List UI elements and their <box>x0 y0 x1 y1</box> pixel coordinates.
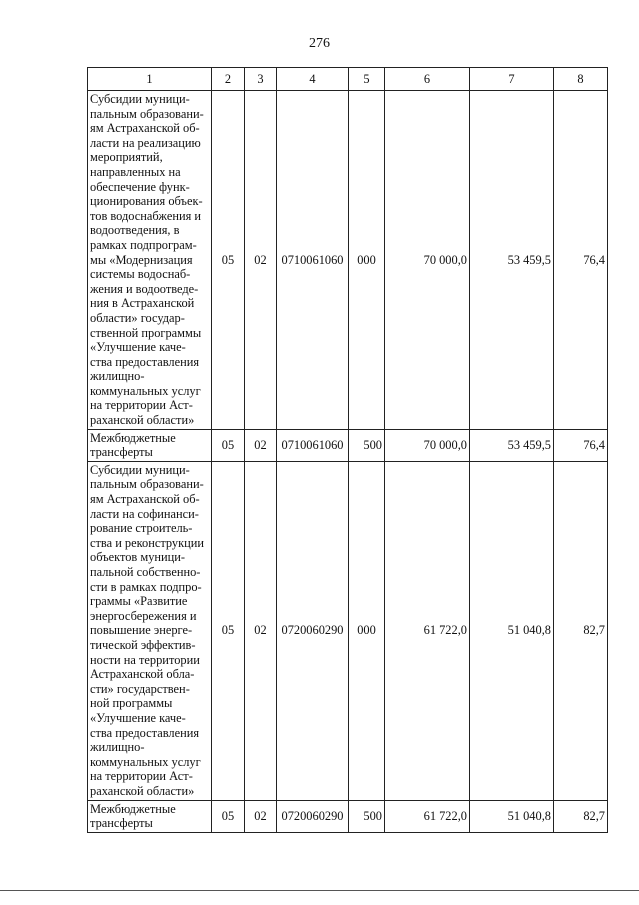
table-row <box>88 800 608 832</box>
cell-section: 05 <box>212 429 245 461</box>
row-name: Межбюджетные трансферты <box>88 800 212 832</box>
cell-percent: 76,4 <box>554 429 608 461</box>
table-row <box>88 461 608 800</box>
cell-plan: 61 722,0 <box>385 461 470 800</box>
cell-target-code: 0710061060 <box>277 429 349 461</box>
cell-subsection: 02 <box>245 461 277 800</box>
cell-percent: 82,7 <box>554 461 608 800</box>
table-row <box>88 429 608 461</box>
cell-actual: 51 040,8 <box>470 461 554 800</box>
header-cell: 6 <box>385 68 470 91</box>
cell-percent: 76,4 <box>554 91 608 430</box>
cell-actual: 53 459,5 <box>470 91 554 430</box>
cell-expense-type: 500 <box>349 429 385 461</box>
cell-subsection: 02 <box>245 429 277 461</box>
row-name: Субсидии муници- пальным образовани- ям Астраханской об- ласти на реализацию мероприятий, направленных на обеспечение функ- ционирования объек- тов водоснабжения и водоотведения, в рамках подпрограм- мы «Модернизация системы водоснаб- жения и водоотведе- ния в Астраханской области» государ- ственной программы «Улучшение каче- ства предоставления жилищно- коммунальных услуг на территории Аст- раханской области» <box>88 91 212 430</box>
table-row <box>88 91 608 430</box>
header-cell: 4 <box>277 68 349 91</box>
cell-plan: 70 000,0 <box>385 91 470 430</box>
cell-section: 05 <box>212 461 245 800</box>
header-cell: 8 <box>554 68 608 91</box>
cell-target-code: 0720060290 <box>277 461 349 800</box>
header-cell: 3 <box>245 68 277 91</box>
cell-subsection: 02 <box>245 800 277 832</box>
cell-target-code: 0710061060 <box>277 91 349 430</box>
row-name: Субсидии муници- пальным образовани- ям Астраханской об- ласти на софинанси- рование строитель- ства и реконструкции объектов муници- пальной собственно- сти в рамках подпро- граммы «Развитие энергосбережения и повышение энерге- тической эффектив- ности на территории Астраханской обла- сти» государствен- ной программы «Улучшение каче- ства предоставления жилищно- коммунальных услуг на территории Аст- раханской области» <box>88 461 212 800</box>
header-cell: 7 <box>470 68 554 91</box>
bottom-rule <box>0 890 639 891</box>
cell-plan: 61 722,0 <box>385 800 470 832</box>
header-cell: 5 <box>349 68 385 91</box>
cell-plan: 70 000,0 <box>385 429 470 461</box>
cell-percent: 82,7 <box>554 800 608 832</box>
row-name: Межбюджетные трансферты <box>88 429 212 461</box>
cell-target-code: 0720060290 <box>277 800 349 832</box>
cell-expense-type: 000 <box>349 91 385 430</box>
cell-expense-type: 500 <box>349 800 385 832</box>
cell-section: 05 <box>212 800 245 832</box>
cell-subsection: 02 <box>245 91 277 430</box>
header-cell: 1 <box>88 68 212 91</box>
cell-section: 05 <box>212 91 245 430</box>
cell-actual: 53 459,5 <box>470 429 554 461</box>
cell-expense-type: 000 <box>349 461 385 800</box>
header-row <box>88 68 608 91</box>
header-cell: 2 <box>212 68 245 91</box>
budget-table <box>87 67 608 833</box>
page-number: 276 <box>309 36 330 51</box>
cell-actual: 51 040,8 <box>470 800 554 832</box>
